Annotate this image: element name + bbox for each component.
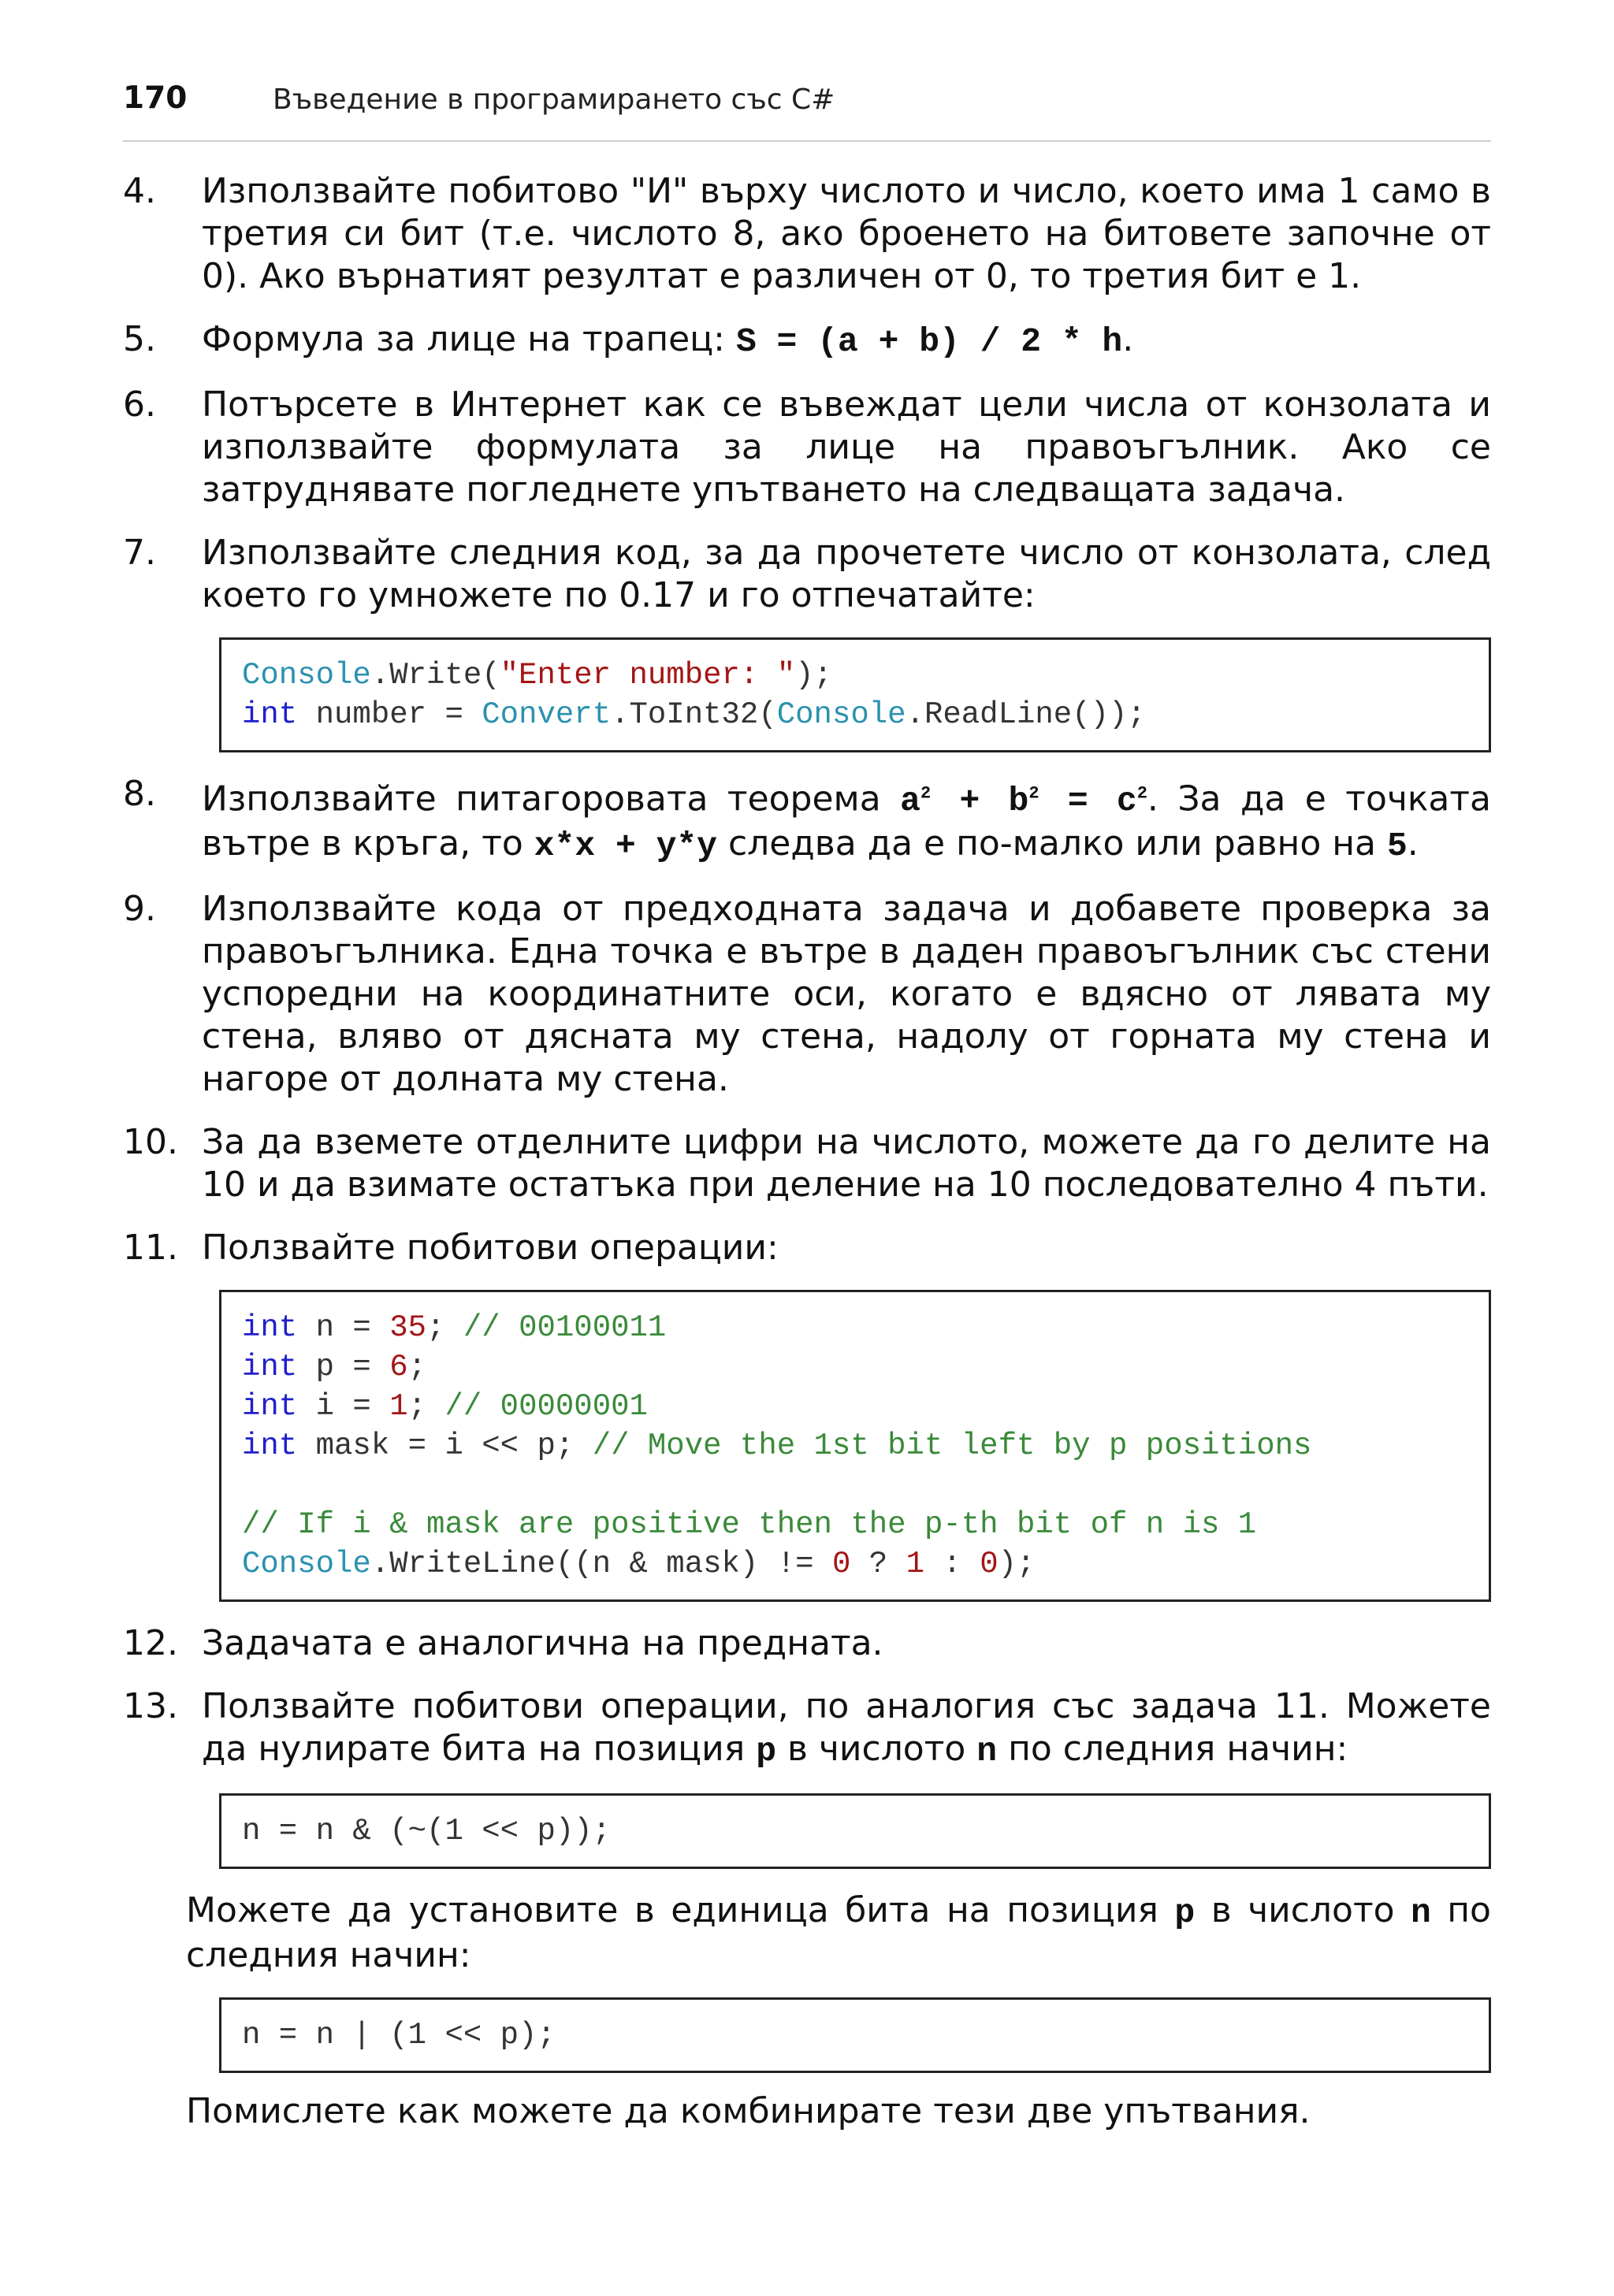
hint-5 [123, 318, 1491, 363]
hint-number: 10. [123, 1122, 178, 1163]
code-keyword: int [242, 1428, 298, 1464]
inline-code: 5 [1386, 827, 1408, 866]
code-token: .ToInt32( [611, 697, 777, 732]
code-number: 0 [831, 1547, 851, 1582]
hint-number: 6. [123, 385, 156, 425]
hint-text: Използвайте побитово "И" върху числото и число, което има 1 само в третия си бит (т.е. числото 8, ако броенето на битовете започне от 0). Ако върнатият резултат е различен от 0, то третия бит е 1. [202, 171, 1491, 296]
superscript: 2 [1028, 784, 1039, 804]
code-comment: // 00100011 [463, 1310, 667, 1346]
book-title: Въведение в програмирането със C# [273, 84, 835, 116]
note-combine: Помислете как можете да комбинирате тези две упътвания. [186, 2091, 1311, 2132]
hint-number: 4. [123, 171, 156, 211]
text-fragment: Можете да установите в единица бита на позиция [186, 1890, 1175, 1931]
code-block-read-number [219, 637, 1491, 752]
code-token: Console [776, 697, 906, 732]
code-token: p = [297, 1350, 390, 1385]
code-keyword: int [242, 697, 298, 732]
hint-number: 13. [123, 1686, 178, 1727]
hint-text: Ползвайте побитови операции: [202, 1228, 779, 1269]
code-number: 6 [389, 1350, 408, 1385]
hint-6 [123, 384, 1491, 511]
formula-var: a [900, 782, 920, 821]
page-header [123, 80, 1491, 142]
text-fragment: следва да е по-малко или равно на [717, 823, 1387, 864]
code-token: : [924, 1547, 980, 1582]
inline-code [900, 782, 1147, 820]
code-token: i = [297, 1389, 390, 1425]
text-fragment: Формула за лице на трапец: [202, 319, 736, 359]
code-block-set-bit: n = n | (1 << p); [219, 1997, 1491, 2073]
hint-number: 11. [123, 1228, 178, 1269]
code-keyword: int [242, 1310, 298, 1346]
hint-number: 7. [123, 533, 156, 573]
hint-13 [123, 1685, 1491, 1869]
hint-number: 5. [123, 319, 156, 359]
text-fragment: Ползвайте побитови операции, по аналогия със задача 11. Можете да нулирате бита на позиция [202, 1686, 1491, 1770]
hint-text: Потърсете в Интернет как се въвеждат цели числа от конзолата и използвайте формулата за лице на правоъгълник. Ако се затруднявате погледнете упътването на следващата задача. [202, 385, 1491, 510]
code-token: ; [426, 1310, 463, 1346]
text-fragment: в числото [1195, 1890, 1411, 1931]
hint-text [202, 1685, 1491, 1773]
text-fragment: Използвайте питагоровата теорема [202, 778, 901, 819]
text-fragment: . За да е точката вътре в кръга, то [202, 778, 1491, 864]
code-comment: // If i & mask are positive then the p-th bit of n is 1 [242, 1507, 1257, 1543]
hint-9 [123, 888, 1491, 1101]
note-set-bit [186, 1889, 1491, 1977]
code-token: number = [297, 697, 482, 732]
hint-10 [123, 1121, 1491, 1206]
code-token: Console [242, 658, 371, 693]
inline-code: n [1410, 1893, 1431, 1933]
inline-code: S = (a + b) / 2 * h [735, 322, 1123, 361]
hint-number: 9. [123, 889, 156, 930]
formula-op: + [931, 782, 1009, 821]
hint-text: Използвайте следния код, за да прочетете число от конзолата, след което го умножете по 0.17 и го отпечатайте: [202, 533, 1491, 615]
hint-text [202, 773, 1491, 868]
code-comment: // Move the 1st bit left by p positions [592, 1428, 1312, 1464]
code-number: 35 [389, 1310, 427, 1346]
code-token: n = [297, 1310, 390, 1346]
hint-number: 8. [123, 774, 156, 814]
text-fragment: . [1122, 319, 1134, 359]
hint-11 [123, 1227, 1491, 1602]
formula-op: = [1039, 782, 1117, 821]
code-token: Convert [482, 697, 612, 732]
code-token: .WriteLine((n & mask) != [370, 1547, 832, 1582]
code-token: .ReadLine()); [906, 697, 1146, 732]
text-fragment: по следния начин: [186, 1890, 1491, 1976]
hint-text: За да вземете отделните цифри на числото, можете да го делите на 10 и да взимате остатъка при деление на 10 последователно 4 пъти. [202, 1122, 1491, 1206]
code-token: Console [242, 1547, 371, 1582]
inline-code: p [1174, 1893, 1196, 1933]
superscript: 2 [1136, 784, 1147, 804]
code-keyword: int [242, 1389, 298, 1425]
formula-var: c [1116, 782, 1137, 821]
code-block-bitwise [219, 1290, 1491, 1602]
code-token: ; [407, 1350, 427, 1385]
inline-code: p [756, 1732, 776, 1771]
code-token: ); [998, 1547, 1036, 1582]
hint-12 [123, 1622, 1491, 1665]
code-block-clear-bit: n = n & (~(1 << p)); [219, 1793, 1491, 1869]
hint-text [202, 318, 1491, 363]
code-token: mask = i << p; [297, 1428, 593, 1464]
text-fragment: по следния начин: [997, 1729, 1348, 1770]
hint-text: Използвайте кода от предходната задача и добавете проверка за правоъгълника. Една точка е вътре в даден правоъгълник със стени успоредни на координатните оси, когато е вдясно от лявата му стена, вляво от дясната му стена, надолу от горната му стена и нагоре от долната му стена. [202, 889, 1491, 1100]
hint-7 [123, 532, 1491, 752]
code-string: "Enter number: " [500, 658, 796, 693]
hints-list [123, 170, 1491, 2133]
code-token: ); [795, 658, 832, 693]
code-keyword: int [242, 1350, 298, 1385]
code-token: ? [850, 1547, 906, 1582]
page-number: 170 [123, 80, 188, 116]
text-fragment: в числото [776, 1729, 977, 1770]
hint-8 [123, 773, 1491, 868]
code-number: 0 [980, 1547, 999, 1582]
hint-number: 12. [123, 1623, 178, 1664]
code-number: 1 [389, 1389, 408, 1425]
text-fragment: . [1407, 823, 1419, 864]
inline-code: n [976, 1732, 998, 1771]
formula-var: b [1008, 782, 1029, 821]
code-comment: // 00000001 [444, 1389, 648, 1425]
code-number: 1 [906, 1547, 924, 1582]
hint-text: Задачата е аналогична на предната. [202, 1623, 883, 1664]
code-token: .Write( [370, 658, 500, 693]
hint-4 [123, 170, 1491, 298]
code-token: ; [407, 1389, 445, 1425]
superscript: 2 [920, 784, 932, 804]
inline-code: x*x + y*y [534, 827, 717, 866]
